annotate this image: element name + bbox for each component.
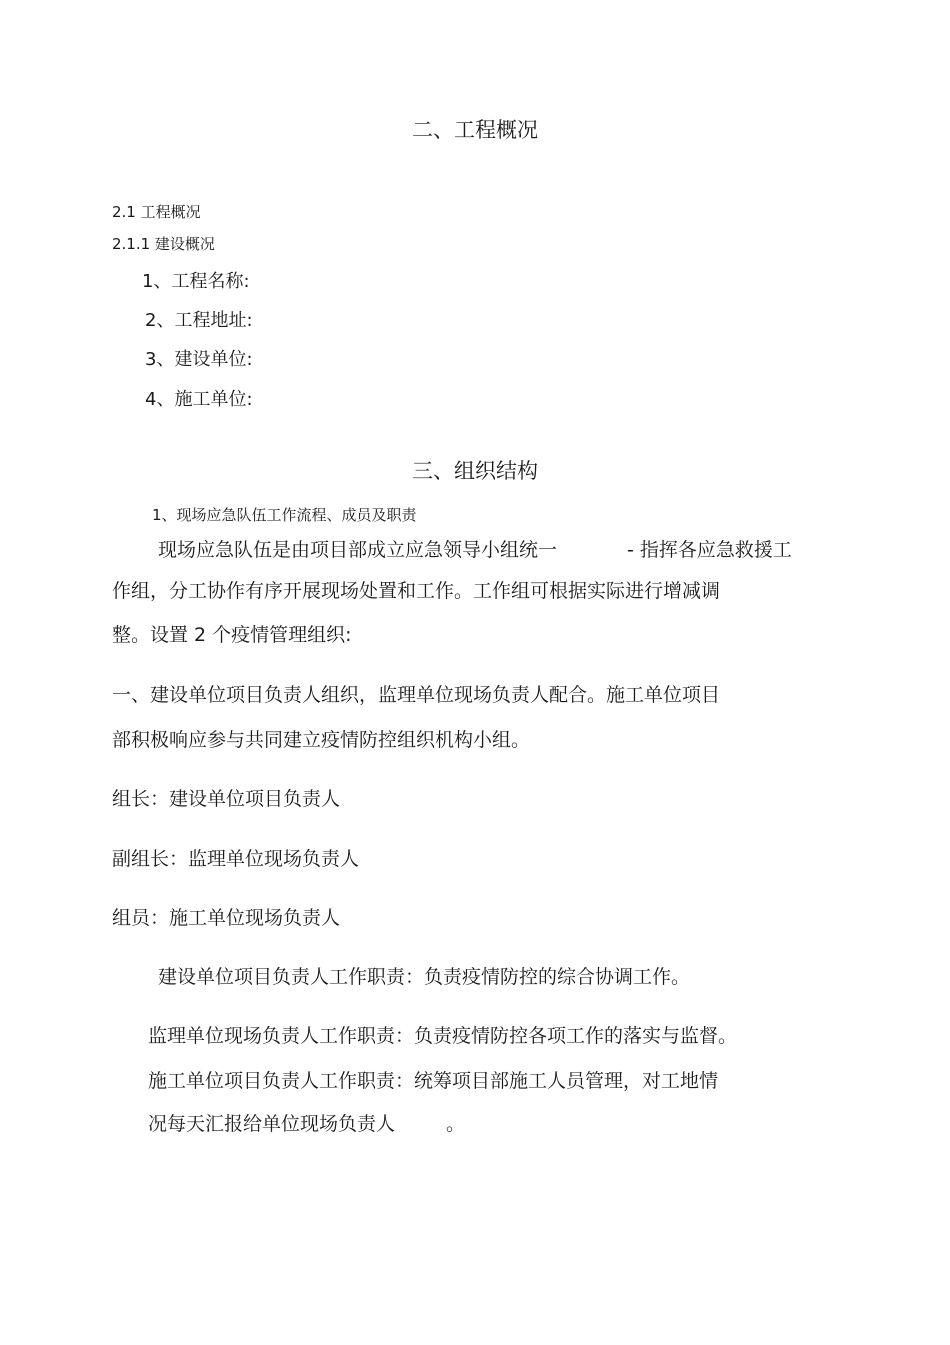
intro-line-1-tail: - 指挥各应急救援工 — [627, 539, 792, 561]
intro-line-2: 作组，分工协作有序开展现场处置和工作。工作组可根据实际进行增减调 — [112, 580, 721, 602]
item-construction-unit: 3、建设单位: — [145, 349, 253, 370]
item-project-address: 2、工程地址: — [145, 310, 253, 331]
subheading-emergency-team: 1、现场应急队伍工作流程、成员及职责 — [152, 506, 417, 524]
subheading-2-1: 2.1 工程概况 — [112, 203, 201, 221]
item-project-name: 1、工程名称: — [142, 271, 250, 292]
section-heading-organization: 三、组织结构 — [412, 459, 538, 483]
intro-line-3: 整。设置 2 个疫情管理组织: — [112, 624, 352, 646]
duty-builder-unit-line-1: 施工单位项目负责人工作职责：统筹项目部施工人员管理，对工地情 — [148, 1070, 719, 1092]
org-line-1: 一、建设单位项目负责人组织，监理单位现场负责人配合。施工单位项目 — [112, 684, 721, 706]
duty-construction-unit: 建设单位项目负责人工作职责：负责疫情防控的综合协调工作。 — [158, 966, 691, 988]
role-team-leader: 组长：建设单位项目负责人 — [112, 788, 341, 810]
duty-supervision-unit: 监理单位现场负责人工作职责：负责疫情防控各项工作的落实与监督。 — [148, 1025, 738, 1047]
duty-builder-unit-line-2: 况每天汇报给单位现场负责人 — [148, 1113, 396, 1135]
section-heading-engineering-overview: 二、工程概况 — [412, 118, 538, 142]
role-deputy-leader: 副组长：监理单位现场负责人 — [112, 848, 360, 870]
subheading-2-1-1: 2.1.1 建设概况 — [112, 235, 215, 253]
item-builder-unit: 4、施工单位: — [145, 389, 253, 410]
org-line-2: 部积极响应参与共同建立疫情防控组织机构小组。 — [112, 729, 531, 751]
role-member: 组员：施工单位现场负责人 — [112, 907, 341, 929]
intro-line-1: 现场应急队伍是由项目部成立应急领导小组统一 — [158, 539, 558, 561]
duty-builder-unit-period: 。 — [446, 1113, 466, 1135]
